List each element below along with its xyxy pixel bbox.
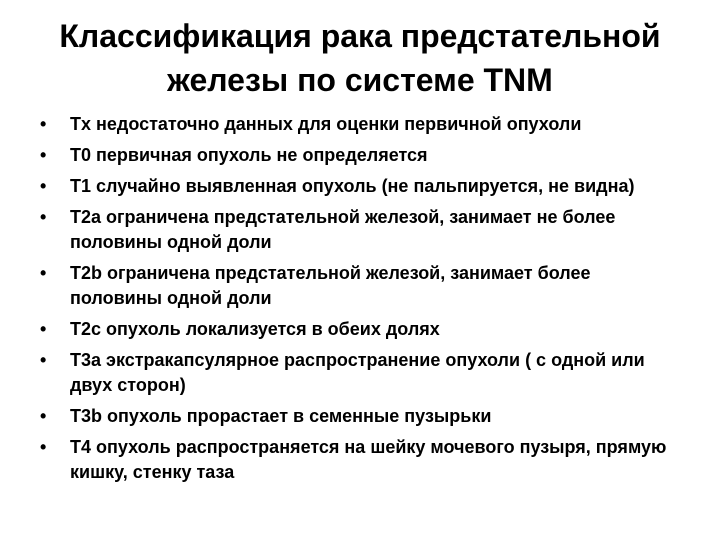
- bullet-text: T3b опухоль прорастает в семенные пузырьки: [70, 406, 492, 426]
- bullet-text: T2a ограничена предстательной железой, занимает не более половины одной доли: [70, 207, 616, 252]
- bullet-item-t4: [40, 435, 680, 485]
- bullet-marker: •: [40, 145, 47, 165]
- bullet-item-t2b: [40, 261, 680, 311]
- bullet-text: Tx недостаточно данных для оценки первичной опухоли: [70, 114, 582, 134]
- bullet-marker: •: [40, 207, 47, 227]
- bullet-item-t0: [40, 143, 680, 168]
- bullet-marker: •: [40, 114, 47, 134]
- bullet-item-t3b: [40, 404, 680, 429]
- bullet-item-t3a: [40, 348, 680, 398]
- bullet-item-tx: [40, 112, 680, 137]
- bullet-text: T2c опухоль локализуется в обеих долях: [70, 319, 440, 339]
- bullet-marker: •: [40, 319, 47, 339]
- bullet-text: T1 случайно выявленная опухоль (не пальпируется, не видна): [70, 176, 635, 196]
- bullet-marker: •: [40, 406, 47, 426]
- bullet-text: T3a экстракапсулярное распространение опухоли ( с одной или двух сторон): [70, 350, 645, 395]
- bullet-marker: •: [40, 263, 47, 283]
- bullet-text: T4 опухоль распространяется на шейку мочевого пузыря, прямую кишку, стенку таза: [70, 437, 667, 482]
- bullet-marker: •: [40, 437, 47, 457]
- bullet-text: T2b ограничена предстательной железой, занимает более половины одной доли: [70, 263, 591, 308]
- bullet-text: T0 первичная опухоль не определяется: [70, 145, 428, 165]
- bullet-list: [40, 112, 680, 491]
- bullet-item-t2c: [40, 317, 680, 342]
- bullet-item-t1: [40, 174, 680, 199]
- bullet-marker: •: [40, 176, 47, 196]
- bullet-marker: •: [40, 350, 47, 370]
- slide-title: Классификация рака предстательной железы по системе TNM: [59, 18, 661, 98]
- bullet-item-t2a: [40, 205, 680, 255]
